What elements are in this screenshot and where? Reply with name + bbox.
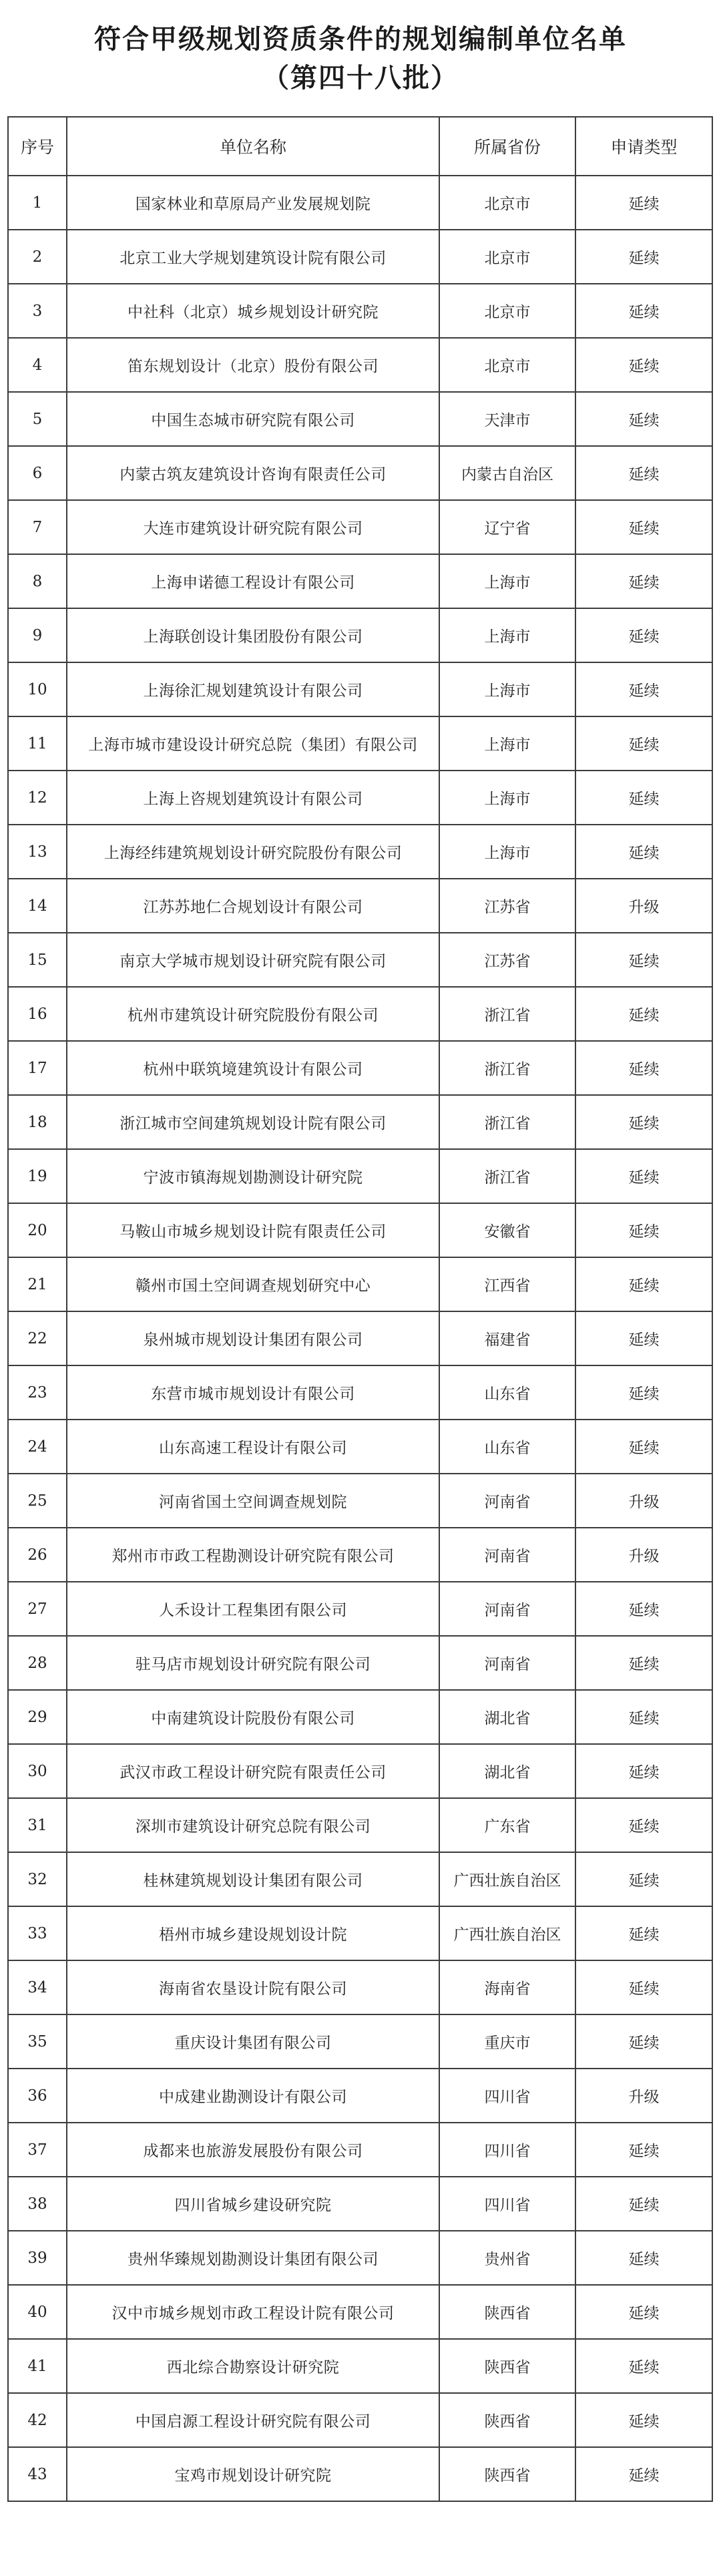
- application-type: 延续: [575, 1690, 712, 1744]
- application-type: 延续: [575, 825, 712, 879]
- table-row: [8, 1636, 712, 1690]
- application-type: 延续: [575, 176, 712, 230]
- row-index: 23: [8, 1365, 67, 1420]
- row-index: 13: [8, 825, 67, 879]
- table-row: [8, 1365, 712, 1420]
- unit-name: 河南省国土空间调查规划院: [67, 1474, 439, 1528]
- row-index: 11: [8, 716, 67, 771]
- unit-name: 南京大学城市规划设计研究院有限公司: [67, 933, 439, 987]
- table-row: [8, 230, 712, 284]
- title-line-1: 符合甲级规划资质条件的规划编制单位名单: [94, 24, 627, 55]
- unit-name: 武汉市政工程设计研究院有限责任公司: [67, 1744, 439, 1798]
- unit-name: 赣州市国土空间调查规划研究中心: [67, 1257, 439, 1311]
- application-type: 延续: [575, 1744, 712, 1798]
- province: 上海市: [439, 825, 575, 879]
- row-index: 25: [8, 1474, 67, 1528]
- unit-name: 中南建筑设计院股份有限公司: [67, 1690, 439, 1744]
- unit-name: 东营市城市规划设计有限公司: [67, 1365, 439, 1420]
- province: 江西省: [439, 1257, 575, 1311]
- unit-name: 汉中市城乡规划市政工程设计院有限公司: [67, 2285, 439, 2339]
- table-row: [8, 1852, 712, 1906]
- application-type: 延续: [575, 1798, 712, 1852]
- province: 湖北省: [439, 1744, 575, 1798]
- unit-name: 驻马店市规划设计研究院有限公司: [67, 1636, 439, 1690]
- row-index: 18: [8, 1095, 67, 1149]
- row-index: 30: [8, 1744, 67, 1798]
- province: 广西壮族自治区: [439, 1906, 575, 1960]
- header-unit-name: 单位名称: [67, 117, 439, 176]
- table-row: [8, 176, 712, 230]
- province: 四川省: [439, 2177, 575, 2231]
- row-index: 36: [8, 2069, 67, 2123]
- province: 陕西省: [439, 2393, 575, 2447]
- row-index: 6: [8, 446, 67, 500]
- unit-name: 宁波市镇海规划勘测设计研究院: [67, 1149, 439, 1203]
- table-row: [8, 338, 712, 392]
- unit-name: 上海联创设计集团股份有限公司: [67, 608, 439, 662]
- application-type: 延续: [575, 1582, 712, 1636]
- row-index: 29: [8, 1690, 67, 1744]
- table-row: [8, 1744, 712, 1798]
- unit-name: 国家林业和草原局产业发展规划院: [67, 176, 439, 230]
- row-index: 32: [8, 1852, 67, 1906]
- row-index: 21: [8, 1257, 67, 1311]
- application-type: 延续: [575, 662, 712, 716]
- table-row: [8, 1798, 712, 1852]
- row-index: 35: [8, 2014, 67, 2069]
- table-row: [8, 879, 712, 933]
- unit-name: 宝鸡市规划设计研究院: [67, 2447, 439, 2501]
- table-row: [8, 1474, 712, 1528]
- table-row: [8, 1420, 712, 1474]
- application-type: 延续: [575, 2123, 712, 2177]
- header-province: 所属省份: [439, 117, 575, 176]
- row-index: 37: [8, 2123, 67, 2177]
- unit-name: 上海上咨规划建筑设计有限公司: [67, 771, 439, 825]
- row-index: 26: [8, 1528, 67, 1582]
- application-type: 延续: [575, 1203, 712, 1257]
- table-row: [8, 500, 712, 554]
- row-index: 8: [8, 554, 67, 608]
- application-type: 延续: [575, 2177, 712, 2231]
- row-index: 42: [8, 2393, 67, 2447]
- province: 河南省: [439, 1474, 575, 1528]
- unit-name: 重庆设计集团有限公司: [67, 2014, 439, 2069]
- application-type: 延续: [575, 392, 712, 446]
- province: 浙江省: [439, 1041, 575, 1095]
- row-index: 34: [8, 1960, 67, 2014]
- table-row: [8, 1528, 712, 1582]
- application-type: 延续: [575, 2339, 712, 2393]
- table-row: [8, 2177, 712, 2231]
- row-index: 4: [8, 338, 67, 392]
- row-index: 2: [8, 230, 67, 284]
- province: 上海市: [439, 554, 575, 608]
- unit-name: 四川省城乡建设研究院: [67, 2177, 439, 2231]
- province: 北京市: [439, 338, 575, 392]
- province: 四川省: [439, 2069, 575, 2123]
- province: 北京市: [439, 176, 575, 230]
- province: 上海市: [439, 771, 575, 825]
- row-index: 40: [8, 2285, 67, 2339]
- province: 上海市: [439, 716, 575, 771]
- unit-name: 山东高速工程设计有限公司: [67, 1420, 439, 1474]
- application-type: 延续: [575, 1041, 712, 1095]
- row-index: 3: [8, 284, 67, 338]
- row-index: 17: [8, 1041, 67, 1095]
- province: 上海市: [439, 608, 575, 662]
- table-row: [8, 1690, 712, 1744]
- unit-name: 马鞍山市城乡规划设计院有限责任公司: [67, 1203, 439, 1257]
- province: 河南省: [439, 1528, 575, 1582]
- province: 天津市: [439, 392, 575, 446]
- table-row: [8, 446, 712, 500]
- unit-name: 上海申诺德工程设计有限公司: [67, 554, 439, 608]
- table-row: [8, 987, 712, 1041]
- unit-list-table: [7, 116, 713, 2502]
- table-row: [8, 771, 712, 825]
- application-type: 升级: [575, 1528, 712, 1582]
- table-row: [8, 1149, 712, 1203]
- table-row: [8, 933, 712, 987]
- application-type: 延续: [575, 1420, 712, 1474]
- application-type: 升级: [575, 1474, 712, 1528]
- table-row: [8, 2231, 712, 2285]
- province: 浙江省: [439, 1095, 575, 1149]
- row-index: 16: [8, 987, 67, 1041]
- row-index: 1: [8, 176, 67, 230]
- application-type: 延续: [575, 554, 712, 608]
- province: 广西壮族自治区: [439, 1852, 575, 1906]
- province: 上海市: [439, 662, 575, 716]
- unit-name: 上海徐汇规划建筑设计有限公司: [67, 662, 439, 716]
- row-index: 7: [8, 500, 67, 554]
- province: 陕西省: [439, 2339, 575, 2393]
- table-row: [8, 1582, 712, 1636]
- application-type: 延续: [575, 1311, 712, 1365]
- unit-name: 内蒙古筑友建筑设计咨询有限责任公司: [67, 446, 439, 500]
- application-type: 延续: [575, 2393, 712, 2447]
- row-index: 31: [8, 1798, 67, 1852]
- row-index: 28: [8, 1636, 67, 1690]
- application-type: 延续: [575, 230, 712, 284]
- table-row: [8, 1960, 712, 2014]
- table-row: [8, 716, 712, 771]
- header-application-type: 申请类型: [575, 117, 712, 176]
- table-row: [8, 1203, 712, 1257]
- table-row: [8, 392, 712, 446]
- unit-name: 大连市建筑设计研究院有限公司: [67, 500, 439, 554]
- table-row: [8, 2339, 712, 2393]
- province: 陕西省: [439, 2447, 575, 2501]
- unit-name: 笛东规划设计（北京）股份有限公司: [67, 338, 439, 392]
- table-row: [8, 2447, 712, 2501]
- province: 海南省: [439, 1960, 575, 2014]
- application-type: 延续: [575, 1960, 712, 2014]
- unit-name: 深圳市建筑设计研究总院有限公司: [67, 1798, 439, 1852]
- province: 四川省: [439, 2123, 575, 2177]
- province: 浙江省: [439, 987, 575, 1041]
- province: 重庆市: [439, 2014, 575, 2069]
- row-index: 22: [8, 1311, 67, 1365]
- table-row: [8, 1906, 712, 1960]
- row-index: 5: [8, 392, 67, 446]
- row-index: 9: [8, 608, 67, 662]
- document-title: [0, 20, 721, 97]
- application-type: 延续: [575, 1365, 712, 1420]
- province: 福建省: [439, 1311, 575, 1365]
- unit-name: 上海市城市建设设计研究总院（集团）有限公司: [67, 716, 439, 771]
- province: 北京市: [439, 230, 575, 284]
- unit-name: 中社科（北京）城乡规划设计研究院: [67, 284, 439, 338]
- table-row: [8, 1257, 712, 1311]
- application-type: 延续: [575, 933, 712, 987]
- table-row: [8, 825, 712, 879]
- row-index: 27: [8, 1582, 67, 1636]
- province: 安徽省: [439, 1203, 575, 1257]
- application-type: 升级: [575, 2069, 712, 2123]
- unit-name: 杭州市建筑设计研究院股份有限公司: [67, 987, 439, 1041]
- title-line-2: （第四十八批）: [262, 63, 459, 93]
- province: 内蒙古自治区: [439, 446, 575, 500]
- application-type: 延续: [575, 1149, 712, 1203]
- unit-name: 中成建业勘测设计有限公司: [67, 2069, 439, 2123]
- province: 湖北省: [439, 1690, 575, 1744]
- unit-name: 海南省农垦设计院有限公司: [67, 1960, 439, 2014]
- unit-name: 上海经纬建筑规划设计研究院股份有限公司: [67, 825, 439, 879]
- application-type: 延续: [575, 446, 712, 500]
- unit-name: 中国生态城市研究院有限公司: [67, 392, 439, 446]
- unit-name: 成都来也旅游发展股份有限公司: [67, 2123, 439, 2177]
- province: 浙江省: [439, 1149, 575, 1203]
- application-type: 延续: [575, 771, 712, 825]
- row-index: 24: [8, 1420, 67, 1474]
- row-index: 20: [8, 1203, 67, 1257]
- table-row: [8, 284, 712, 338]
- application-type: 延续: [575, 284, 712, 338]
- application-type: 延续: [575, 2447, 712, 2501]
- row-index: 38: [8, 2177, 67, 2231]
- application-type: 延续: [575, 987, 712, 1041]
- province: 山东省: [439, 1365, 575, 1420]
- province: 北京市: [439, 284, 575, 338]
- application-type: 延续: [575, 1095, 712, 1149]
- table-row: [8, 1041, 712, 1095]
- table-row: [8, 1311, 712, 1365]
- application-type: 延续: [575, 1257, 712, 1311]
- unit-name: 江苏苏地仁合规划设计有限公司: [67, 879, 439, 933]
- unit-name: 西北综合勘察设计研究院: [67, 2339, 439, 2393]
- province: 贵州省: [439, 2231, 575, 2285]
- unit-name: 中国启源工程设计研究院有限公司: [67, 2393, 439, 2447]
- row-index: 10: [8, 662, 67, 716]
- row-index: 39: [8, 2231, 67, 2285]
- unit-name: 北京工业大学规划建筑设计院有限公司: [67, 230, 439, 284]
- unit-name: 贵州华臻规划勘测设计集团有限公司: [67, 2231, 439, 2285]
- row-index: 33: [8, 1906, 67, 1960]
- table-header-row: [8, 117, 712, 176]
- province: 山东省: [439, 1420, 575, 1474]
- application-type: 延续: [575, 2285, 712, 2339]
- application-type: 延续: [575, 338, 712, 392]
- province: 广东省: [439, 1798, 575, 1852]
- unit-name: 浙江城市空间建筑规划设计院有限公司: [67, 1095, 439, 1149]
- table-row: [8, 2123, 712, 2177]
- province: 陕西省: [439, 2285, 575, 2339]
- province: 江苏省: [439, 933, 575, 987]
- application-type: 延续: [575, 500, 712, 554]
- row-index: 41: [8, 2339, 67, 2393]
- unit-name: 梧州市城乡建设规划设计院: [67, 1906, 439, 1960]
- unit-name: 桂林建筑规划设计集团有限公司: [67, 1852, 439, 1906]
- row-index: 43: [8, 2447, 67, 2501]
- application-type: 延续: [575, 1852, 712, 1906]
- row-index: 15: [8, 933, 67, 987]
- application-type: 升级: [575, 879, 712, 933]
- row-index: 12: [8, 771, 67, 825]
- application-type: 延续: [575, 1906, 712, 1960]
- application-type: 延续: [575, 2014, 712, 2069]
- province: 辽宁省: [439, 500, 575, 554]
- application-type: 延续: [575, 608, 712, 662]
- unit-name: 郑州市市政工程勘测设计研究院有限公司: [67, 1528, 439, 1582]
- table-row: [8, 2014, 712, 2069]
- province: 河南省: [439, 1636, 575, 1690]
- unit-name: 泉州城市规划设计集团有限公司: [67, 1311, 439, 1365]
- table-row: [8, 2069, 712, 2123]
- header-index: 序号: [8, 117, 67, 176]
- row-index: 14: [8, 879, 67, 933]
- table-row: [8, 554, 712, 608]
- province: 江苏省: [439, 879, 575, 933]
- table-row: [8, 608, 712, 662]
- table-row: [8, 2285, 712, 2339]
- application-type: 延续: [575, 2231, 712, 2285]
- row-index: 19: [8, 1149, 67, 1203]
- application-type: 延续: [575, 1636, 712, 1690]
- unit-name: 杭州中联筑境建筑设计有限公司: [67, 1041, 439, 1095]
- province: 河南省: [439, 1582, 575, 1636]
- application-type: 延续: [575, 716, 712, 771]
- table-body: [8, 176, 712, 2501]
- table-row: [8, 662, 712, 716]
- unit-name: 人禾设计工程集团有限公司: [67, 1582, 439, 1636]
- table-row: [8, 1095, 712, 1149]
- table-row: [8, 2393, 712, 2447]
